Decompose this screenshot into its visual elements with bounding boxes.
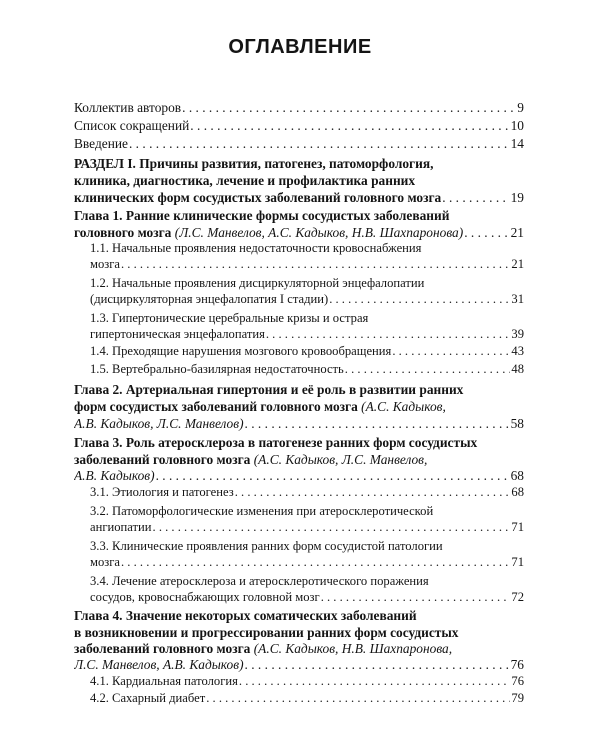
leader-dots [442, 189, 509, 206]
leader-dots [235, 484, 511, 501]
chapter-2-title-line-1[interactable]: Глава 2. Артериальная гипертония и её роль в развитии ранних [74, 382, 464, 397]
leader-dots [245, 415, 510, 432]
toc-entry-abbreviations[interactable] [74, 117, 524, 134]
toc-page-number: 43 [511, 344, 524, 358]
leader-dots [182, 99, 516, 116]
toc-page-number: 10 [510, 118, 524, 133]
subsection-1-3-line-1[interactable]: 1.3. Гипертонические церебральные кризы и острая [90, 311, 369, 325]
chapter-4-authors: (А.С. Кадыков, Н.В. Шахпаронова, [253, 641, 453, 656]
subsection-3-4-line-2[interactable]: сосудов, кровоснабжающих головной мозг . . . 72 [90, 589, 524, 606]
subsection-4-2[interactable]: 4.2. Сахарный диабет . . . 79 [90, 690, 524, 707]
chapter-3-title-line-2[interactable]: заболеваний головного мозга (А.С. Кадыков, Л.С. Манвелов, [74, 452, 428, 467]
page-title: ОГЛАВЛЕНИЕ [228, 36, 372, 58]
subsection-4-1[interactable]: 4.1. Кардиальная патология . . . 76 [90, 673, 524, 690]
chapter-2-title-line-3[interactable]: А.В. Кадыков, Л.С. Манвелов) . . . 58 [74, 415, 524, 432]
toc-page-number: 79 [511, 691, 524, 705]
subsection-3-3-line-2[interactable]: мозга . . . 71 [90, 554, 524, 571]
section-1-title-line-2[interactable]: клиника, диагностика, лечение и профилактика ранних [74, 173, 416, 188]
toc-page-number: 76 [511, 674, 524, 688]
leader-dots [153, 519, 511, 536]
leader-dots [245, 656, 510, 673]
chapter-1-authors: (Л.С. Манвелов, А.С. Кадыков, Н.В. Шахпаронова) [174, 225, 464, 240]
section-1-title-line-3[interactable] [74, 189, 524, 206]
toc-page-number: 68 [510, 468, 524, 483]
section-1-title-line-1[interactable]: РАЗДЕЛ I. Причины развития, патогенез, патоморфология, [74, 156, 434, 171]
toc-entry-introduction[interactable] [74, 135, 524, 152]
subsection-3-3-line-1[interactable]: 3.3. Клинические проявления ранних форм сосудистой патологии [90, 539, 443, 553]
subsection-1-2-line-2[interactable]: (дисциркуляторная энцефалопатия I стадии) . . . 31 [90, 291, 524, 308]
subsection-1-4[interactable]: 1.4. Преходящие нарушения мозгового кровообращения . . . 43 [90, 343, 524, 360]
toc-page-number: 71 [511, 520, 524, 534]
toc-page-number: 68 [511, 485, 524, 499]
toc-page-number: 21 [510, 225, 524, 240]
leader-dots [464, 224, 509, 241]
toc-page-number: 21 [511, 257, 524, 271]
leader-dots [321, 589, 511, 606]
chapter-4-title-line-4[interactable]: Л.С. Манвелов, А.В. Кадыков) . . . 76 [74, 656, 524, 673]
subsection-1-5[interactable]: 1.5. Вертебрально-базилярная недостаточность . . . 48 [90, 361, 524, 378]
leader-dots [329, 291, 510, 308]
chapter-4-title-line-1[interactable]: Глава 4. Значение некоторых соматических заболеваний [74, 608, 417, 623]
subsection-3-2-line-2[interactable]: ангиопатии . . . 71 [90, 519, 524, 536]
leader-dots [206, 690, 510, 707]
chapter-3-authors: (А.С. Кадыков, Л.С. Манвелов, [253, 452, 428, 467]
toc-entry-text: клинических форм сосудистых заболеваний головного мозга [74, 190, 442, 205]
leader-dots [121, 256, 510, 273]
toc-page-number: 72 [511, 590, 524, 604]
toc-page-number: 48 [511, 362, 524, 376]
leader-dots [190, 117, 509, 134]
subsection-1-1-line-2[interactable]: мозга . . . 21 [90, 256, 524, 273]
leader-dots [129, 135, 510, 152]
toc-entry-text: Введение [74, 136, 128, 151]
chapter-4-title-line-3[interactable]: заболеваний головного мозга (А.С. Кадыков, Н.В. Шахпаронова, [74, 641, 453, 656]
toc-entry-text: Коллектив авторов [74, 100, 182, 115]
toc-page-number: 58 [510, 416, 524, 431]
toc-page-number: 31 [511, 292, 524, 306]
toc-page-number: 19 [510, 190, 524, 205]
toc-page-number: 9 [517, 100, 524, 115]
toc-page-number: 76 [510, 657, 524, 672]
toc-page-number: 39 [511, 327, 524, 341]
leader-dots [345, 361, 511, 378]
leader-dots [121, 554, 510, 571]
chapter-3-title-line-3[interactable]: А.В. Кадыков) . . . 68 [74, 467, 524, 484]
leader-dots [156, 467, 510, 484]
subsection-1-1-line-1[interactable]: 1.1. Начальные проявления недостаточности кровоснабжения [90, 241, 422, 255]
chapter-1-title-line-1[interactable]: Глава 1. Ранние клинические формы сосудистых заболеваний [74, 208, 450, 223]
chapter-2-authors: (А.С. Кадыков, [361, 399, 446, 414]
subsection-1-2-line-1[interactable]: 1.2. Начальные проявления дисциркуляторной энцефалопатии [90, 276, 425, 290]
chapter-1-title-bold: головного мозга [74, 225, 172, 240]
chapter-1-title-line-2[interactable] [74, 224, 524, 241]
chapter-4-title-line-2[interactable]: в возникновении и прогрессировании ранних форм сосудистых [74, 625, 459, 640]
toc-page-number: 71 [511, 555, 524, 569]
subsection-3-2-line-1[interactable]: 3.2. Патоморфологические изменения при атеросклеротической [90, 504, 434, 518]
leader-dots [239, 673, 511, 690]
subsection-3-4-line-1[interactable]: 3.4. Лечение атеросклероза и атеросклеротического поражения [90, 574, 429, 588]
toc-entry-authors[interactable] [74, 99, 524, 116]
chapter-2-title-line-2[interactable]: форм сосудистых заболеваний головного мозга (А.С. Кадыков, [74, 399, 446, 414]
chapter-3-title-line-1[interactable]: Глава 3. Роль атеросклероза в патогенезе ранних форм сосудистых [74, 435, 478, 450]
toc-page-number: 14 [510, 136, 524, 151]
subsection-1-3-line-2[interactable]: гипертоническая энцефалопатия . . . 39 [90, 326, 524, 343]
leader-dots [392, 343, 510, 360]
subsection-3-1[interactable]: 3.1. Этиология и патогенез . . . 68 [90, 484, 524, 501]
toc-entry-text: Список сокращений [74, 118, 190, 133]
leader-dots [266, 326, 511, 343]
